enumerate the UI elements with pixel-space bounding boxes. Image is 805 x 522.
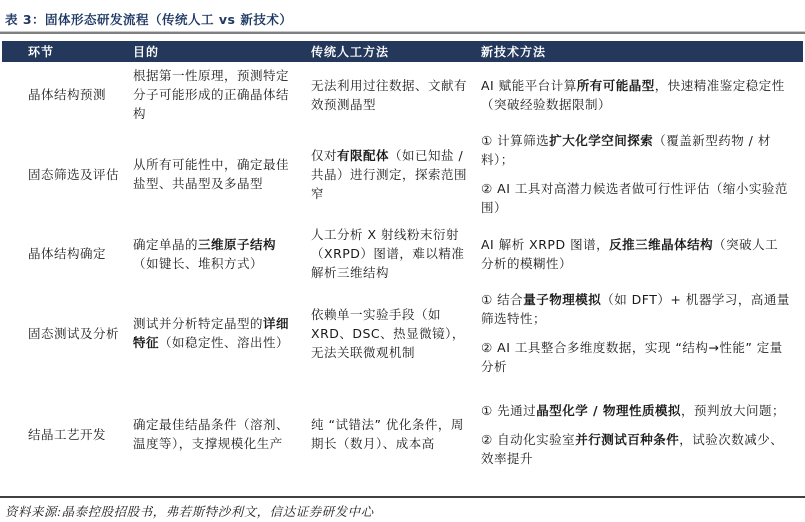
plain-text: 晶体结构确定 (28, 246, 107, 261)
cell-paragraph (481, 338, 791, 376)
cell-purpose (133, 66, 311, 123)
title-divider (0, 31, 805, 34)
cell-newtech (481, 76, 803, 114)
emphasis-text: 反推三维晶体结构 (609, 236, 714, 252)
cell-paragraph (133, 314, 299, 352)
plain-text: 确定单晶的 (133, 236, 199, 252)
cell-paragraph (28, 244, 121, 263)
plain-text: ② AI 工具整合多维度数据，实现 “结构→性能” 定量分析 (481, 340, 783, 374)
cell-paragraph (481, 235, 791, 273)
cell-paragraph (28, 324, 121, 343)
header-cell-newtech: 新技术方法 (481, 45, 547, 59)
plain-text: （如 DFT）+ 机器学习，高通量筛选特性； (481, 292, 790, 326)
cell-paragraph (28, 85, 121, 104)
table-title: 表 3：固体形态研发流程（传统人工 vs 新技术） (5, 12, 293, 27)
cell-paragraph (481, 430, 791, 468)
cell-paragraph (311, 146, 469, 203)
cell-purpose (133, 314, 311, 352)
cell-stage (28, 425, 133, 444)
cell-stage (28, 165, 133, 184)
cell-traditional (311, 76, 481, 114)
emphasis-text: 量子物理模拟 (523, 292, 602, 307)
cell-traditional (311, 225, 481, 282)
source-note: 资料来源:晶泰控股招股书，弗若斯特沙利文，信达证券研发中心 (5, 505, 374, 519)
header-cell-purpose: 目的 (133, 45, 160, 59)
cell-traditional (311, 415, 481, 453)
emphasis-text: 晶型化学 / 物理性质模拟 (536, 402, 681, 418)
plain-text: （覆盖新型药物 / 材料）； (481, 133, 771, 167)
cell-traditional (311, 305, 481, 362)
plain-text: （如键长、堆积方式） (133, 255, 264, 271)
plain-text: （如已知盐 / 共晶）进行测定，探索范围窄 (311, 147, 468, 201)
cell-paragraph (481, 290, 791, 328)
cell-purpose (133, 155, 311, 193)
cell-paragraph (133, 155, 299, 193)
cell-purpose (133, 235, 311, 273)
plain-text: 仅对 (311, 147, 338, 163)
cell-paragraph (481, 76, 791, 114)
cell-traditional (311, 146, 481, 203)
plain-text: 结晶工艺开发 (28, 426, 107, 442)
cell-newtech (481, 401, 803, 468)
cell-paragraph (311, 76, 469, 114)
cell-stage (28, 85, 133, 104)
plain-text: 固态筛选及评估 (28, 166, 120, 182)
header-cell-stage: 环节 (28, 45, 55, 59)
cell-newtech (481, 235, 803, 273)
cell-paragraph (311, 415, 469, 453)
emphasis-text: 三维原子结构 (198, 236, 277, 252)
plain-text: 从所有可能性中，确定最佳盐型、共晶型及多晶型 (133, 157, 290, 191)
header-cell-traditional: 传统人工方法 (311, 45, 390, 59)
plain-text: 晶体结构预测 (28, 87, 107, 102)
plain-text: ② AI 工具对高潜力候选者做可行性评估（缩小实验范围） (481, 181, 788, 215)
cell-paragraph (133, 415, 299, 453)
table-row (28, 127, 803, 221)
cell-purpose (133, 415, 311, 453)
cell-paragraph (481, 401, 791, 420)
cell-stage (28, 324, 133, 343)
plain-text: ，试验次数减少、效率提升 (481, 431, 784, 466)
table-row (28, 221, 803, 286)
plain-text: ② 自动化实验室 (481, 431, 576, 447)
plain-text: 人工分析 X 射线粉末衍射（XRPD）图谱，难以精准解析三维结构 (311, 227, 465, 280)
plain-text: ，预判放大问题； (680, 402, 785, 418)
process-table (2, 41, 803, 488)
cell-paragraph (481, 131, 791, 169)
emphasis-text: 有限配体 (337, 147, 390, 163)
plain-text: 依赖单一实验手段（如 XRD、DSC、热显微镜），无法关联微观机制 (311, 306, 465, 360)
cell-paragraph (133, 66, 299, 123)
plain-text: 纯 “试错法” 优化条件，周期长（数月）、成本高 (311, 417, 464, 451)
table-row (28, 380, 803, 488)
cell-paragraph (133, 235, 299, 273)
cell-paragraph (481, 179, 791, 217)
plain-text: （突破人工分析的模糊性） (481, 236, 779, 271)
plain-text: ① 计算筛选 (481, 133, 550, 148)
cell-newtech (481, 290, 803, 376)
emphasis-text: 扩大化学空间探索 (549, 133, 654, 148)
table-body (2, 62, 803, 488)
plain-text: 根据第一性原理，预测特定分子可能形成的正确晶体结构 (133, 68, 290, 121)
emphasis-text: 并行测试百种条件 (575, 431, 680, 447)
cell-paragraph (311, 305, 469, 362)
plain-text: 确定最佳结晶条件（溶剂、温度等），支撑规模化生产 (133, 417, 290, 451)
table-row (28, 286, 803, 380)
plain-text: 无法利用过往数据、文献有效预测晶型 (311, 77, 468, 112)
plain-text: 固态测试及分析 (28, 325, 120, 341)
emphasis-text: 详细特征 (133, 316, 290, 350)
plain-text: 测试并分析特定晶型的 (133, 316, 264, 331)
plain-text: AI 赋能平台计算 (481, 77, 577, 93)
table-header-row (2, 41, 803, 62)
plain-text: AI 解析 XRPD 图谱， (481, 236, 610, 252)
plain-text: ① 结合 (481, 292, 524, 307)
cell-paragraph (28, 425, 121, 444)
plain-text: ① 先通过 (481, 402, 537, 418)
table-row (28, 62, 803, 127)
cell-paragraph (311, 225, 469, 282)
cell-paragraph (28, 165, 121, 184)
cell-newtech (481, 131, 803, 217)
plain-text: （如稳定性、溶出性） (159, 335, 290, 350)
emphasis-text: 所有可能晶型 (576, 77, 655, 93)
cell-stage (28, 244, 133, 263)
plain-text: ，快速精准鉴定稳定性（突破经验数据限制） (481, 77, 785, 112)
